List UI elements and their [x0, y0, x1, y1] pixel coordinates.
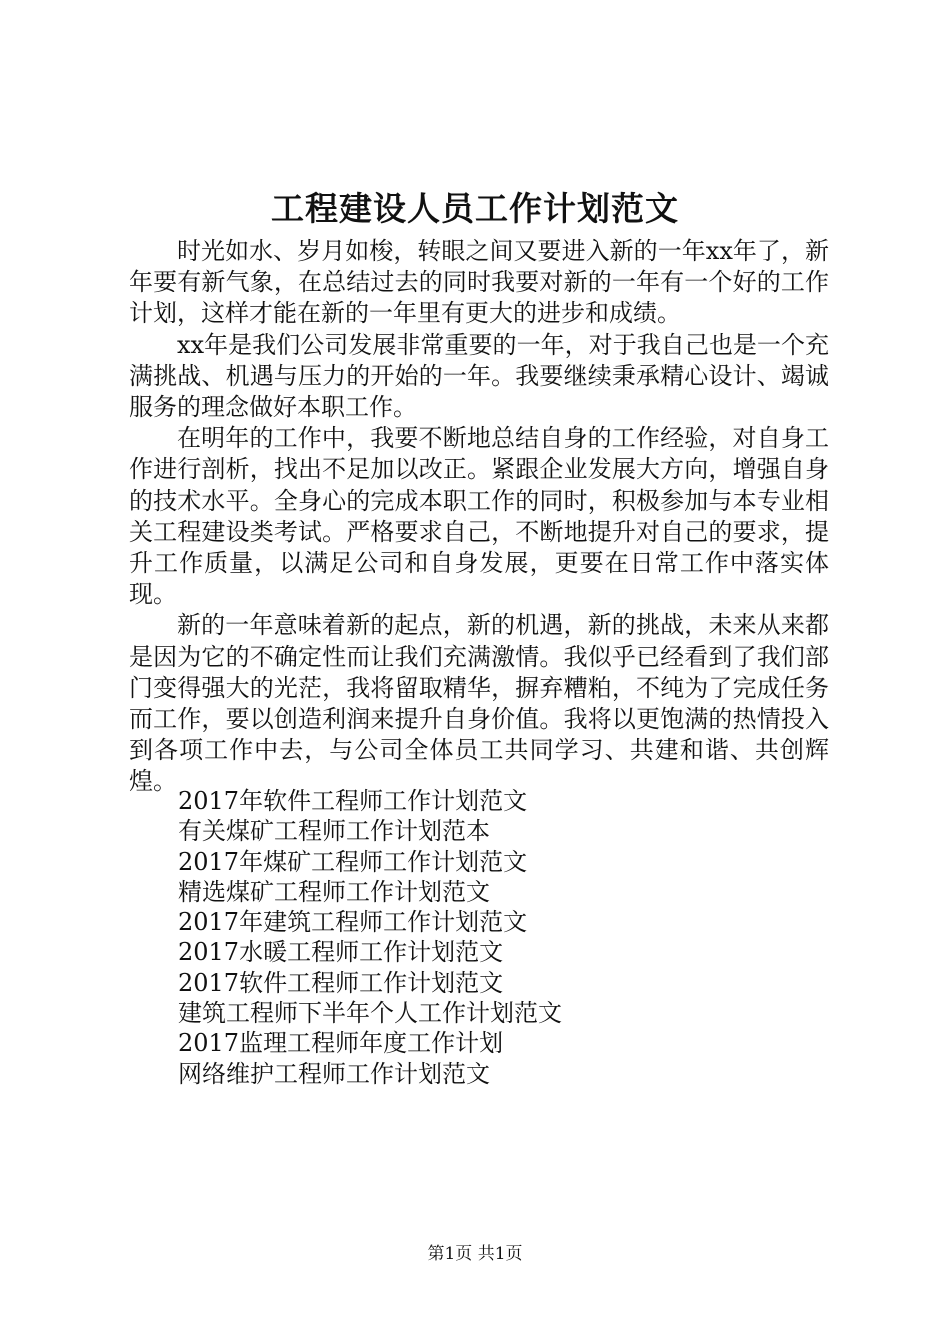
related-links-list	[178, 786, 562, 1089]
related-link-6[interactable]: 2017水暖工程师工作计划范文	[178, 938, 504, 967]
related-link-4[interactable]: 精选煤矿工程师工作计划范文	[178, 877, 490, 906]
paragraph-3: 在明年的工作中，我要不断地总结自身的工作经验，对自身工作进行剖析，找出不足加以改正。紧跟企业发展大方向，增强自身的技术水平。全身心的完成本职工作的同时，积极参加与本专业相关工程建设类考试。严格要求自己，不断地提升对自己的要求，提升工作质量，以满足公司和自身发展，更要在日常工作中落实体现。	[129, 424, 829, 609]
related-link-3[interactable]: 2017年煤矿工程师工作计划范文	[178, 847, 528, 876]
page-footer: 第1页 共1页	[427, 1244, 523, 1264]
document-title: 工程建设人员工作计划范文	[271, 189, 679, 228]
related-link-8[interactable]: 建筑工程师下半年个人工作计划范文	[178, 999, 562, 1028]
related-link-10[interactable]: 网络维护工程师工作计划范文	[178, 1059, 490, 1088]
paragraph-2: xx年是我们公司发展非常重要的一年，对于我自己也是一个充满挑战、机遇与压力的开始的一年。我要继续秉承精心设计、竭诚服务的理念做好本职工作。	[129, 330, 829, 422]
paragraph-4: 新的一年意味着新的起点，新的机遇，新的挑战，未来从来都是因为它的不确定性而让我们充满激情。我似乎已经看到了我们部门变得强大的光茫，我将留取精华，摒弃糟粕，不纯为了完成任务而工作，要以创造利润来提升自身价值。我将以更饱满的热情投入到各项工作中去，与公司全体员工共同学习、共建和谐、共创辉煌。	[129, 611, 829, 796]
paragraph-1: 时光如水、岁月如梭，转眼之间又要进入新的一年xx年了，新年要有新气象，在总结过去的同时我要对新的一年有一个好的工作计划，这样才能在新的一年里有更大的进步和成绩。	[129, 237, 829, 328]
related-link-5[interactable]: 2017年建筑工程师工作计划范文	[178, 908, 528, 937]
related-link-9[interactable]: 2017监理工程师年度工作计划	[178, 1029, 504, 1058]
related-link-7[interactable]: 2017软件工程师工作计划范文	[178, 968, 504, 997]
related-link-2[interactable]: 有关煤矿工程师工作计划范本	[178, 817, 490, 846]
related-link-1[interactable]: 2017年软件工程师工作计划范文	[178, 787, 528, 815]
document-body	[129, 236, 829, 798]
